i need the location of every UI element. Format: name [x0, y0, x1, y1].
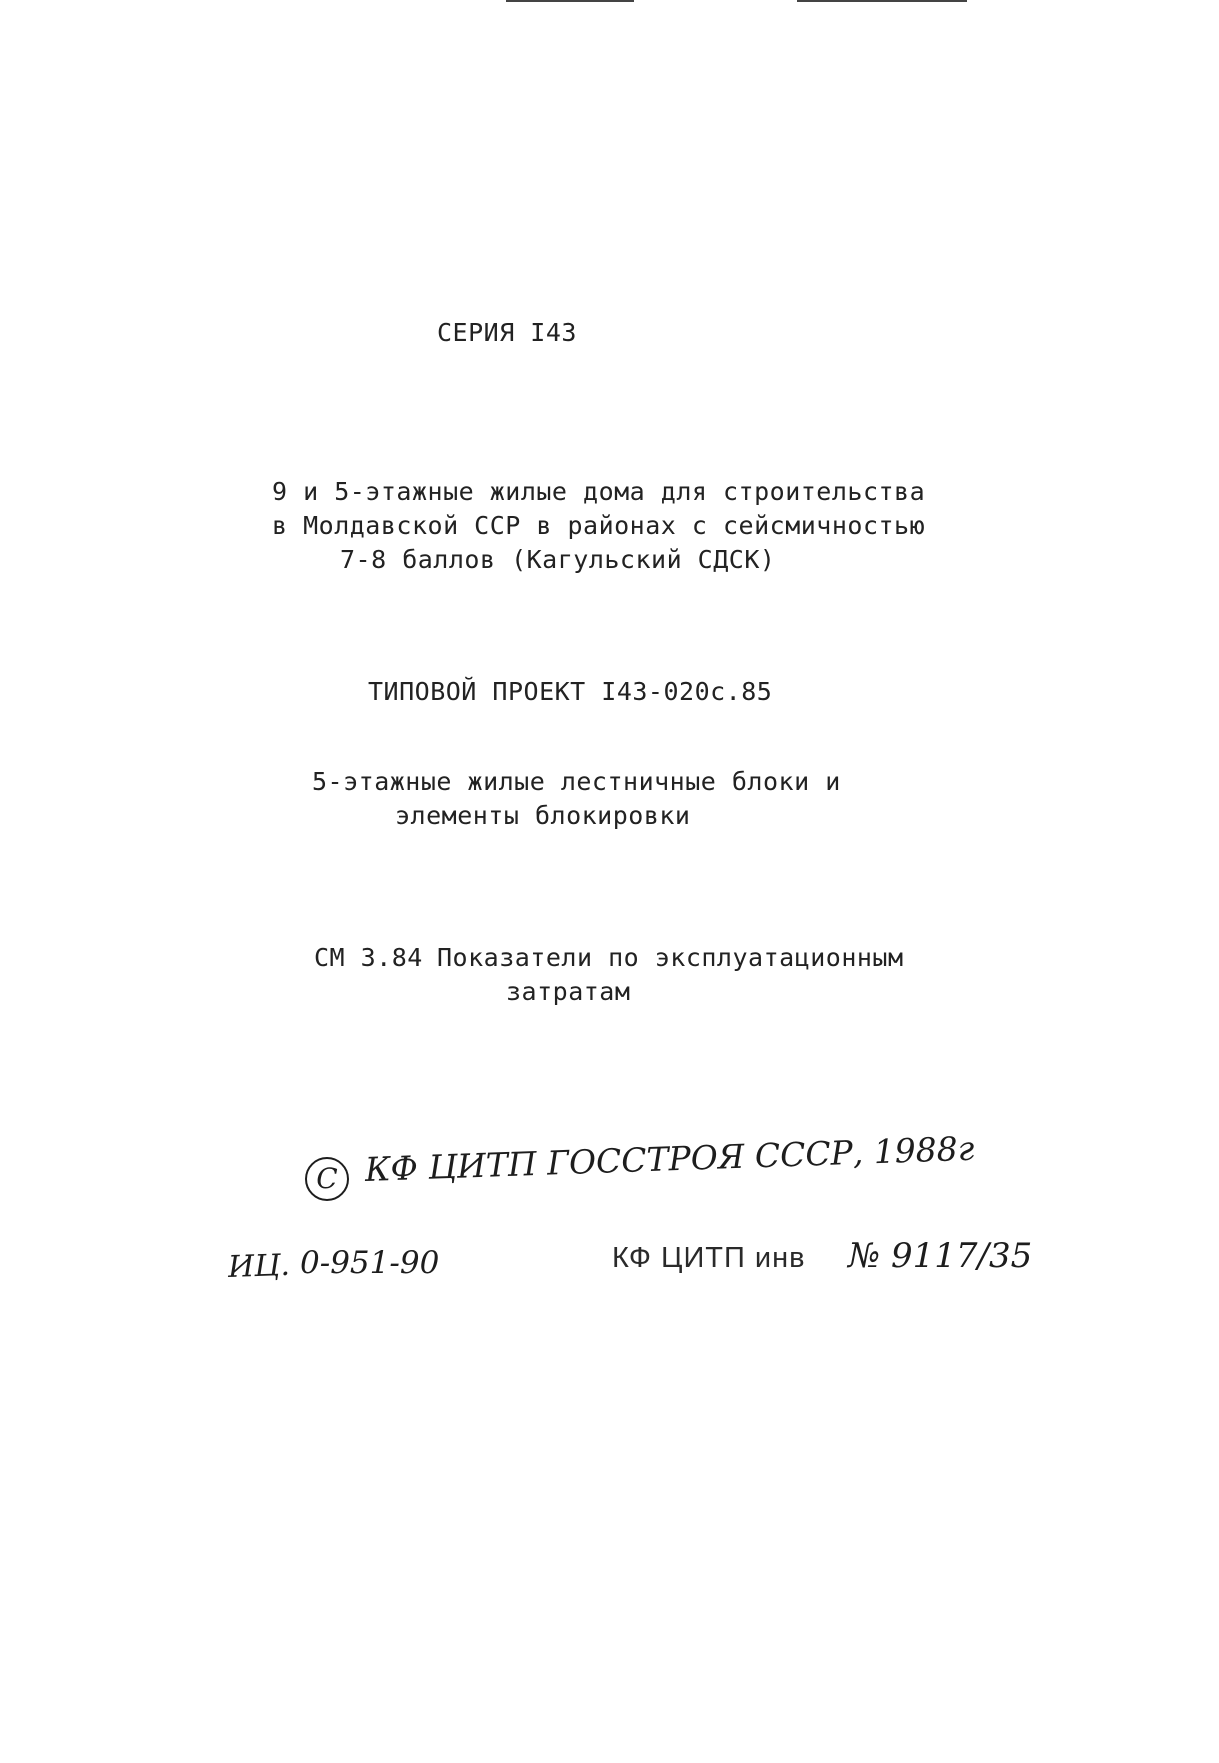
top-edge-rule: [506, 0, 634, 2]
copyright-line: КФ ЦИТП ГОССТРОЯ СССР, 1988г: [364, 1128, 975, 1189]
section-title-line-2: затратам: [506, 977, 631, 1006]
copyright-icon: C: [305, 1157, 349, 1201]
inventory-number: № 9117/35: [848, 1236, 1033, 1276]
project-code: ТИПОВОЙ ПРОЕКТ I43-020с.85: [368, 677, 773, 706]
series-heading: СЕРИЯ I43: [437, 318, 577, 347]
title-line-3: 7-8 баллов (Кагульский СДСК): [340, 545, 776, 574]
inventory-left-prefix: ИЦ.: [227, 1247, 291, 1285]
title-line-1: 9 и 5-этажные жилые дома для строительства: [272, 477, 926, 506]
inventory-left-value: 0-951-90: [300, 1245, 440, 1281]
section-number: СМ 3.84: [314, 943, 423, 972]
subtitle-line-1: 5-этажные жилые лестничные блоки и: [312, 767, 841, 796]
section-title-line-1: Показатели по эксплуатационным: [437, 943, 904, 972]
top-edge-rule: [797, 0, 967, 2]
subtitle-line-2: элементы блокировки: [395, 801, 691, 830]
title-line-2: в Молдавской ССР в районах с сейсмичностью: [272, 511, 926, 540]
stamp-label: КФ ЦИТП инв: [612, 1242, 806, 1274]
